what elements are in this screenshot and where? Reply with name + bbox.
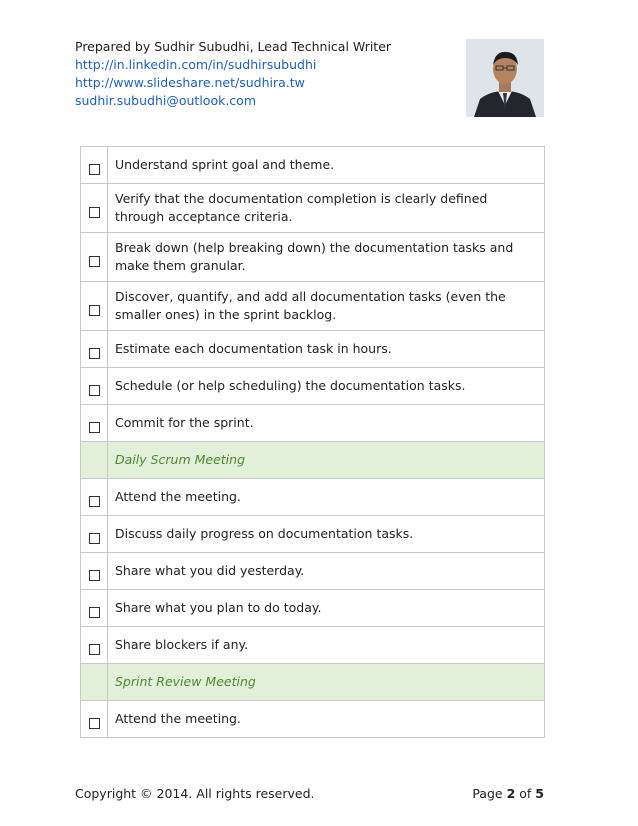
checklist-item-text: Commit for the sprint. (108, 405, 545, 442)
checklist-row (81, 516, 545, 553)
checkbox-cell (81, 516, 108, 553)
checkbox-icon[interactable] (89, 496, 100, 507)
section-header-row (81, 442, 545, 479)
copyright-text: Copyright © 2014. All rights reserved. (75, 786, 315, 801)
checklist-item-text: Attend the meeting. (108, 479, 545, 516)
checkbox-icon[interactable] (89, 348, 100, 359)
checkbox-cell (81, 553, 108, 590)
document-header (75, 38, 392, 110)
email-link[interactable]: sudhir.subudhi@outlook.com (75, 93, 256, 108)
checklist-row (81, 479, 545, 516)
section-header-row (81, 664, 545, 701)
checklist-row (81, 184, 545, 233)
checkbox-icon[interactable] (89, 305, 100, 316)
section-title: Daily Scrum Meeting (108, 442, 545, 479)
checkbox-cell (81, 442, 108, 479)
checklist-item-text: Break down (help breaking down) the documentation tasks and make them granular. (108, 233, 545, 282)
author-line: Prepared by Sudhir Subudhi, Lead Technical Writer (75, 39, 392, 54)
checkbox-icon[interactable] (89, 718, 100, 729)
page-footer (75, 786, 544, 801)
checklist-item-text: Verify that the documentation completion is clearly defined through acceptance criteria. (108, 184, 545, 233)
checklist-table (80, 146, 545, 738)
checklist-row (81, 701, 545, 738)
checkbox-cell (81, 701, 108, 738)
checkbox-icon[interactable] (89, 607, 100, 618)
checklist-row (81, 627, 545, 664)
checklist-row (81, 553, 545, 590)
checklist-row (81, 405, 545, 442)
checklist-item-text: Discover, quantify, and add all documentation tasks (even the smaller ones) in the sprint backlog. (108, 282, 545, 331)
page-indicator (472, 786, 544, 801)
checkbox-cell (81, 405, 108, 442)
slideshare-link[interactable]: http://www.slideshare.net/sudhira.tw (75, 75, 305, 90)
checklist-row (81, 233, 545, 282)
checkbox-cell (81, 233, 108, 282)
checklist-item-text: Attend the meeting. (108, 701, 545, 738)
checklist-item-text: Estimate each documentation task in hours. (108, 331, 545, 368)
author-photo-image (466, 39, 544, 117)
checkbox-cell (81, 282, 108, 331)
checkbox-icon[interactable] (89, 164, 100, 175)
checklist-row (81, 590, 545, 627)
checklist-row (81, 147, 545, 184)
checkbox-cell (81, 627, 108, 664)
checkbox-cell (81, 590, 108, 627)
checkbox-cell (81, 147, 108, 184)
checkbox-cell (81, 184, 108, 233)
author-photo (466, 39, 544, 117)
checklist-row (81, 368, 545, 405)
checkbox-cell (81, 479, 108, 516)
checkbox-icon[interactable] (89, 207, 100, 218)
checkbox-cell (81, 368, 108, 405)
checkbox-icon[interactable] (89, 533, 100, 544)
checklist-body (81, 147, 545, 738)
checklist-row (81, 282, 545, 331)
checklist-row (81, 331, 545, 368)
checklist-item-text: Schedule (or help scheduling) the documentation tasks. (108, 368, 545, 405)
page-current: 2 (506, 786, 516, 801)
linkedin-link[interactable]: http://in.linkedin.com/in/sudhirsubudhi (75, 57, 317, 72)
checkbox-icon[interactable] (89, 385, 100, 396)
checkbox-cell (81, 331, 108, 368)
section-title: Sprint Review Meeting (108, 664, 545, 701)
page-total: 5 (535, 786, 544, 801)
checkbox-icon[interactable] (89, 422, 100, 433)
checklist-item-text: Understand sprint goal and theme. (108, 147, 545, 184)
checkbox-cell (81, 664, 108, 701)
checklist-item-text: Share what you plan to do today. (108, 590, 545, 627)
checkbox-icon[interactable] (89, 570, 100, 581)
checklist-item-text: Share what you did yesterday. (108, 553, 545, 590)
checklist-item-text: Discuss daily progress on documentation tasks. (108, 516, 545, 553)
checkbox-icon[interactable] (89, 256, 100, 267)
page-prefix: Page (472, 786, 503, 801)
checkbox-icon[interactable] (89, 644, 100, 655)
page-of: of (519, 786, 532, 801)
checklist-item-text: Share blockers if any. (108, 627, 545, 664)
